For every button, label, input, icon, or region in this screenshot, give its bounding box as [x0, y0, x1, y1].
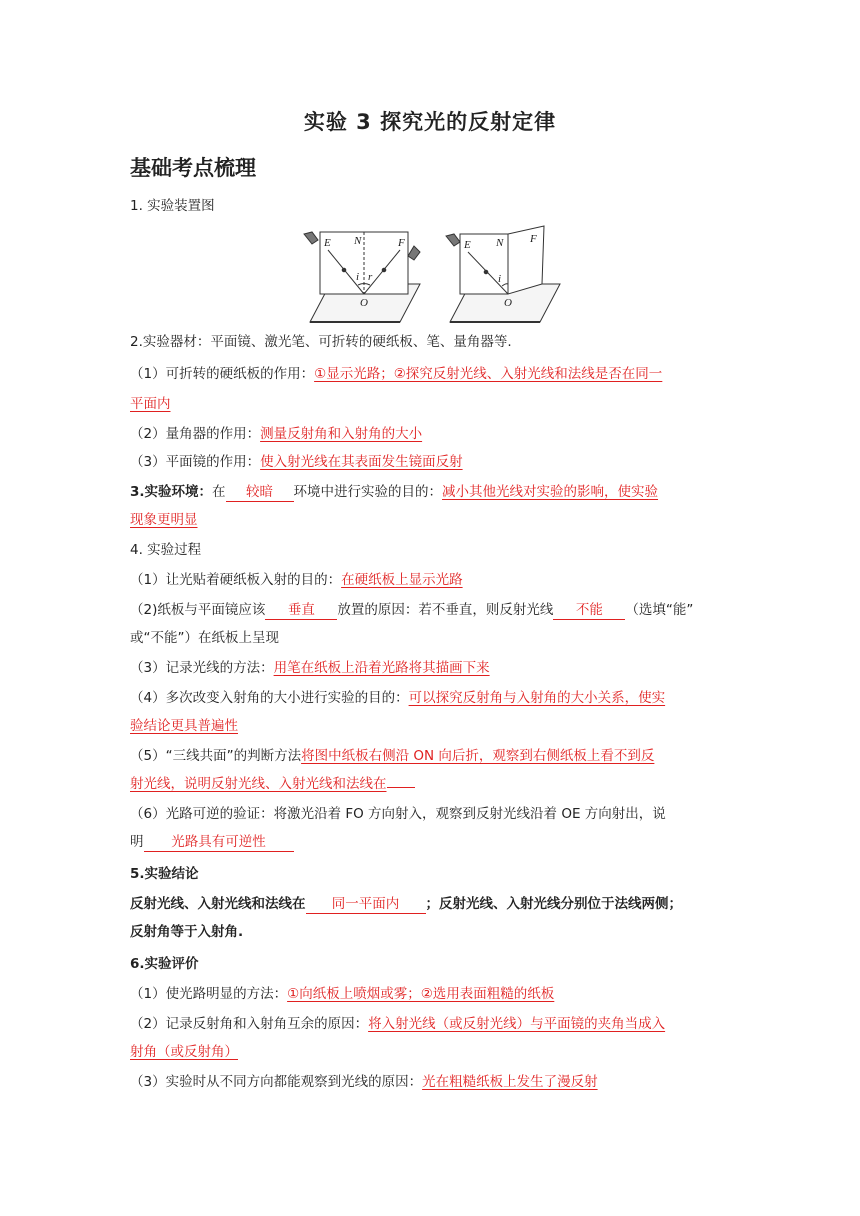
question-text: （4）多次改变入射角的大小进行实验的目的：: [130, 690, 409, 706]
figure-label: F: [398, 237, 405, 249]
q2-1-line1: [130, 364, 732, 384]
blank-answer: 同一平面内: [306, 895, 426, 914]
answer-text: 将入射光线（或反射光线）与平面镜的夹角当成入: [368, 1016, 666, 1032]
answer-text: ①显示光路；②探究反射光线、入射光线和法线是否在同一: [314, 366, 663, 382]
answer-text: 将图中纸板右侧沿 ON 向后折，观察到右侧纸板上看不到反: [301, 748, 655, 764]
figure-label: O: [360, 297, 368, 309]
section-2-label: 2.实验器材：: [130, 334, 211, 350]
section-5-line1: [130, 894, 732, 914]
figure-label: i: [356, 271, 360, 283]
q2-1-line2: [130, 394, 732, 414]
q4-2-line1: [130, 600, 732, 620]
q6-2-line1: [130, 1014, 732, 1034]
answer-text: 平面内: [130, 396, 171, 412]
blank-answer: 不能: [553, 601, 625, 620]
text-fragment: 放置的原因：若不垂直，则反射光线: [337, 602, 554, 618]
question-text: （3）平面镜的作用：: [130, 454, 261, 470]
text-fragment: （选填“能”: [625, 602, 694, 618]
q2-3-line: [130, 452, 732, 472]
q4-1-line: [130, 570, 732, 590]
section-3-line1: [130, 482, 732, 502]
section-2-line: [130, 332, 732, 352]
figure-label: O: [504, 297, 512, 309]
q2-2-line: [130, 424, 732, 444]
answer-text: 使入射光线在其表面发生镜面反射: [260, 454, 463, 470]
section-3-label: 3.实验环境：: [130, 484, 213, 500]
section-2-text: 平面镜、激光笔、可折转的硬纸板、笔、量角器等.: [210, 334, 512, 350]
answer-text: 减小其他光线对实验的影响，使实验: [442, 484, 659, 500]
q4-6-line2: [130, 832, 732, 852]
text-fragment: 反射光线、入射光线和法线在: [130, 896, 306, 912]
q4-5-line2: [130, 774, 732, 794]
figure-label: F: [530, 233, 537, 245]
answer-text: 测量反射角和入射角的大小: [260, 426, 423, 442]
question-text: （1）让光贴着硬纸板入射的目的：: [130, 572, 342, 588]
q4-4-line2: [130, 716, 732, 736]
q6-2-line2: [130, 1042, 732, 1062]
text-fragment: （2)纸板与平面镜应该: [130, 602, 266, 618]
q4-4-line1: [130, 688, 732, 708]
section-4-label: 4. 实验过程: [130, 542, 202, 558]
q4-3-line: [130, 658, 732, 678]
answer-text: 射角（或反射角）: [130, 1044, 238, 1060]
answer-text: 在硬纸板上显示光路: [341, 572, 463, 588]
q4-6-line1: （6）光路可逆的验证：将激光沿着 FO 方向射入，观察到反射光线沿着 OE 方向射出，说: [130, 806, 666, 822]
question-text: （1）可折转的硬纸板的作用：: [130, 366, 315, 382]
page-title: 实验 3 探究光的反射定律: [303, 110, 557, 134]
figure-label: N: [496, 237, 504, 249]
blank-answer: 光路具有可逆性: [144, 833, 294, 852]
q6-1-line: [130, 984, 732, 1004]
answer-text: 现象更明显: [130, 512, 198, 528]
question-text: （5）“三线共面”的判断方法: [130, 748, 302, 764]
question-text: （3）记录光线的方法：: [130, 660, 274, 676]
answer-text: 光在粗糙纸板上发生了漫反射: [422, 1074, 598, 1090]
figure-label: E: [464, 239, 471, 251]
blank-answer: [387, 787, 415, 788]
text-fragment: 环境中进行实验的目的：: [293, 484, 443, 500]
answer-text: 用笔在纸板上沿着光路将其描画下来: [273, 660, 490, 676]
blank-answer: 较暗: [226, 483, 294, 502]
section-6-label: 6.实验评价: [130, 956, 199, 972]
figure-label: E: [324, 237, 331, 249]
answer-text: 射光线，说明反射光线、入射光线和法线在: [130, 776, 387, 792]
answer-text: 可以探究反射角与入射角的大小关系，使实: [408, 690, 666, 706]
text-fragment: ；反射光线、入射光线分别位于法线两侧；: [425, 896, 682, 912]
figure-label: N: [354, 235, 362, 247]
question-text: （2）记录反射角和入射角互余的原因：: [130, 1016, 369, 1032]
section-1-label: 1. 实验装置图: [130, 198, 215, 214]
section-5-line2: 反射角等于入射角.: [130, 924, 244, 940]
text-fragment: 在: [212, 484, 226, 500]
answer-text: ①向纸板上喷烟或雾；②选用表面粗糙的纸板: [287, 986, 555, 1002]
apparatus-figure: [292, 222, 568, 326]
section-heading: 基础考点梳理: [130, 156, 256, 180]
blank-answer: 垂直: [265, 601, 337, 620]
question-text: （2）量角器的作用：: [130, 426, 261, 442]
question-text: （1）使光路明显的方法：: [130, 986, 288, 1002]
q4-2-line2: 或“不能”）在纸板上呈现: [130, 630, 279, 646]
q6-3-line: [130, 1072, 732, 1092]
figure-label: i: [498, 273, 502, 285]
section-3-line2: [130, 510, 732, 530]
answer-text: 验结论更具普遍性: [130, 718, 238, 734]
q4-5-line1: [130, 746, 732, 766]
section-5-label: 5.实验结论: [130, 866, 199, 882]
text-fragment: 明: [130, 834, 144, 850]
figure-label: r: [368, 271, 373, 283]
question-text: （3）实验时从不同方向都能观察到光线的原因：: [130, 1074, 423, 1090]
